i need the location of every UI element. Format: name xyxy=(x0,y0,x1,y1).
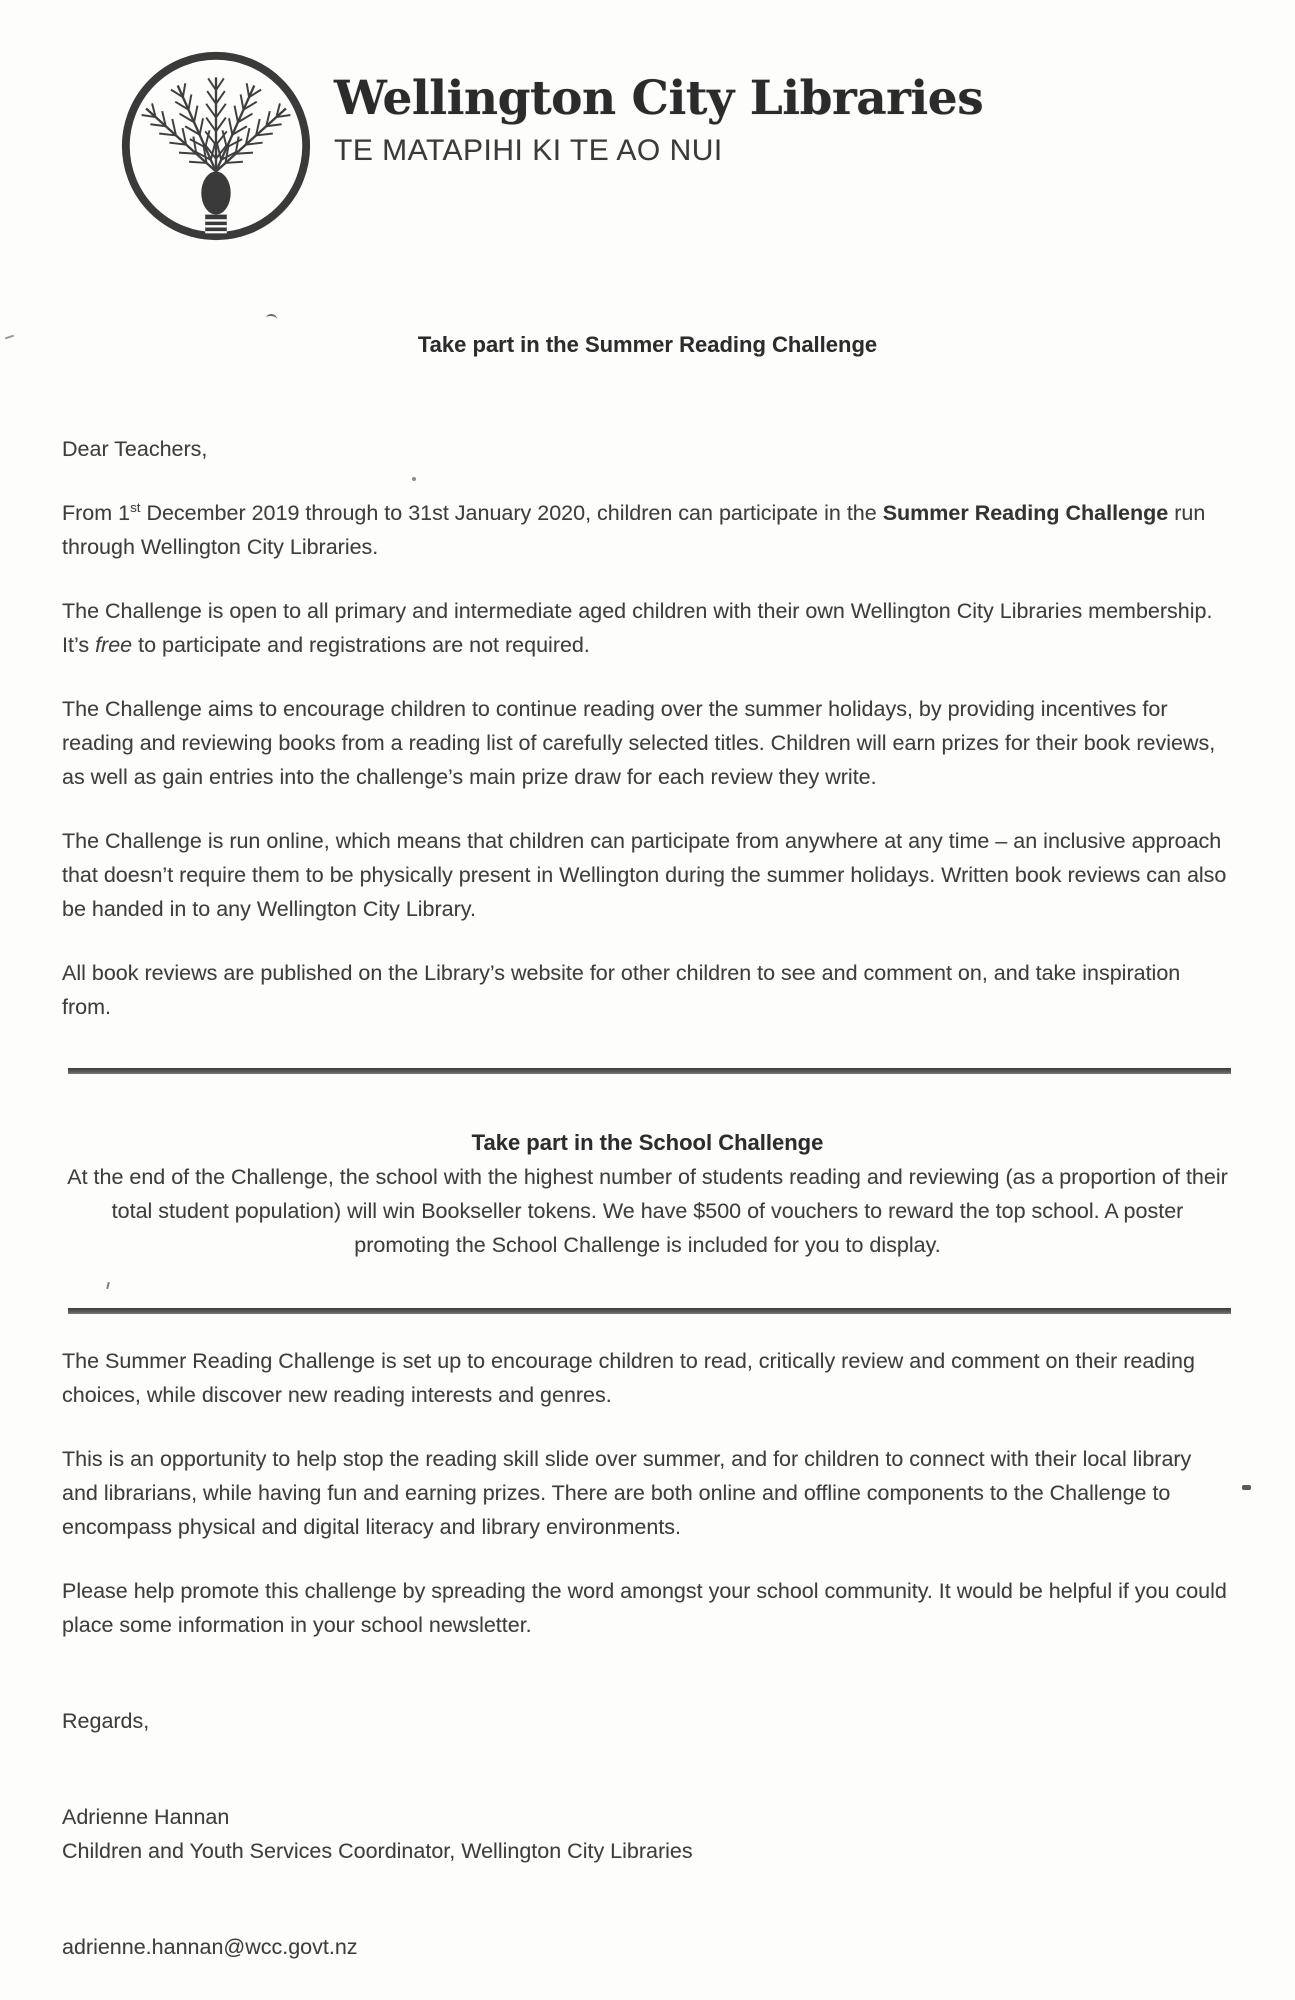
scan-artifact xyxy=(265,313,277,323)
letter-body xyxy=(0,328,1295,1964)
text-run: December 2019 through to 31st January 2020, children can participate in the xyxy=(140,501,883,525)
salutation: Dear Teachers, xyxy=(62,437,208,461)
library-logo xyxy=(118,46,314,246)
paragraph-aims: The Challenge aims to encourage children to continue reading over the summer holidays, by providing incentives for reading and reviewing books from a reading list of carefully selected titles. Children will earn prizes for their book reviews, as well as gain entries into the challenge’s main prize draw for each review they write. xyxy=(62,697,1216,789)
paragraph-online: The Challenge is run online, which means that children can participate from anywhere at any time – an inclusive approach that doesn’t require them to be physically present in Wellington during the summer holidays. Written book reviews can also be handed in to any Wellington City Library. xyxy=(62,829,1227,921)
divider-rule-bottom xyxy=(68,1308,1231,1314)
paragraph-opportunity: This is an opportunity to help stop the reading skill slide over summer, and for children to connect with their local library and librarians, while having fun and earning prizes. There are both online and offline components to the Challenge to encompass physical and digital literacy and library environments. xyxy=(62,1447,1192,1539)
paragraph-reviews: All book reviews are published on the Library’s website for other children to see and comment on, and take inspiration from. xyxy=(62,961,1181,1019)
text-run: to participate and registrations are not required. xyxy=(132,633,590,657)
paragraph-dates xyxy=(62,496,1233,564)
paragraph-open-to xyxy=(62,594,1233,662)
paragraph-promote: Please help promote this challenge by spreading the word amongst your school community. It would be helpful if you could place some information in your school newsletter. xyxy=(62,1579,1227,1637)
sender-email: adrienne.hannan@wcc.govt.nz xyxy=(62,1935,358,1959)
text-run: The Challenge is open to all primary and intermediate aged children with their own Wellington City Libraries membership. It’s xyxy=(62,599,1213,657)
sender-name: Adrienne Hannan xyxy=(62,1805,230,1829)
letterhead xyxy=(0,0,1295,246)
paragraph-setup: The Summer Reading Challenge is set up to encourage children to read, critically review and comment on their reading choices, while discover new reading interests and genres. xyxy=(62,1349,1195,1407)
closing-regards: Regards, xyxy=(62,1709,150,1733)
org-titles xyxy=(334,46,983,168)
divider-rule-top xyxy=(68,1068,1231,1074)
org-subtitle: TE MATAPIHI KI TE AO NUI xyxy=(334,134,723,167)
bold-summer-reading-challenge: Summer Reading Challenge xyxy=(882,501,1169,525)
scan-artifact xyxy=(412,477,416,481)
text-run: From 1 xyxy=(62,501,131,525)
text-run: run through Wellington City Libraries. xyxy=(62,501,1206,559)
italic-free: free xyxy=(95,633,133,657)
school-challenge-paragraph: At the end of the Challenge, the school with the highest number of students reading and reviewing (as a proportion of their total student population) will win Bookseller tokens. We have $500 of vouchers to reward the top school. A poster promoting the School Challenge is included for you to display. xyxy=(67,1165,1228,1257)
scan-artifact xyxy=(1242,1485,1251,1490)
sender-role: Children and Youth Services Coordinator, Wellington City Libraries xyxy=(62,1839,693,1863)
signature-block xyxy=(62,1800,1233,1868)
school-challenge-heading: Take part in the School Challenge xyxy=(471,1130,824,1155)
org-title: Wellington City Libraries xyxy=(334,71,984,126)
flax-flower-icon xyxy=(118,46,314,246)
letter-heading: Take part in the Summer Reading Challenge xyxy=(417,332,878,357)
superscript-st: st xyxy=(130,499,141,515)
